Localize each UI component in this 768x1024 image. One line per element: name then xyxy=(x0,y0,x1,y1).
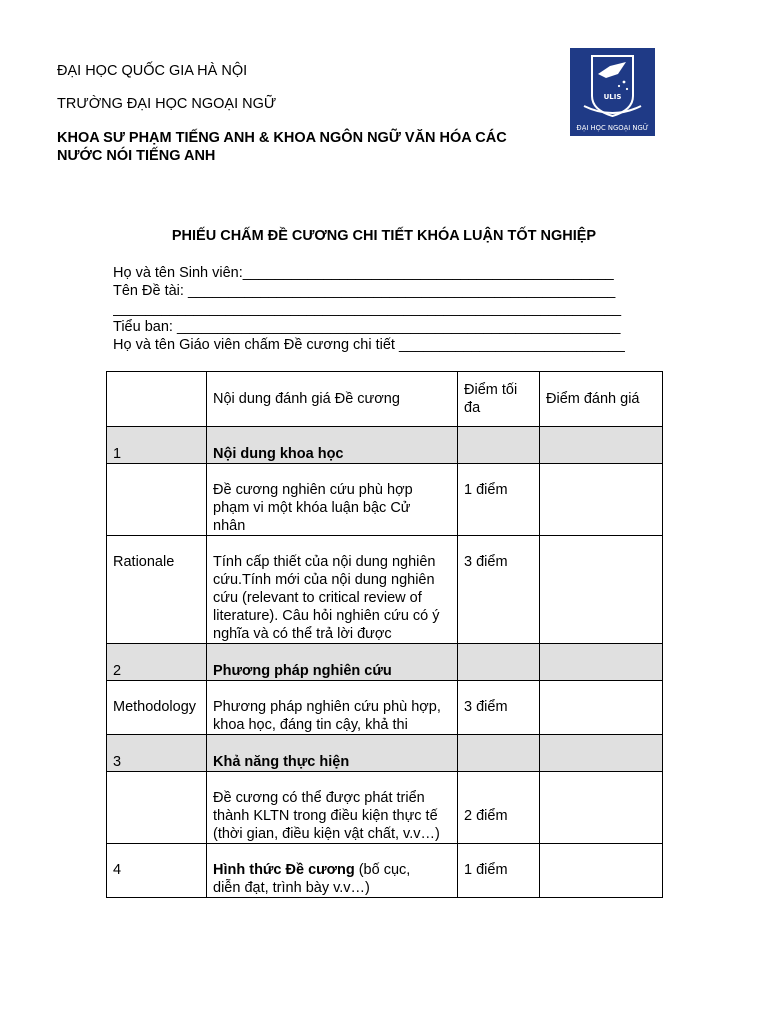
section-label: Nội dung khoa học xyxy=(207,427,458,464)
criteria-row-methodology xyxy=(107,681,663,735)
content-line: cứu (relevant to critical review of xyxy=(213,590,422,606)
university-logo xyxy=(570,48,655,136)
score-input-cell[interactable] xyxy=(540,772,663,844)
row-label-empty xyxy=(107,464,207,536)
score-input-cell[interactable] xyxy=(540,844,663,898)
section-label: Phương pháp nghiên cứu xyxy=(207,644,458,681)
section-label-detail: (bố cục, xyxy=(354,862,411,878)
score-input-cell[interactable] xyxy=(540,681,663,735)
content-line: literature). Câu hỏi nghiên cứu có ý xyxy=(213,608,440,624)
content-line xyxy=(213,861,451,879)
content-line: Đề cương nghiên cứu phù hợp xyxy=(213,482,413,498)
max-score: 1 điểm xyxy=(458,844,540,898)
empty-cell xyxy=(458,735,540,772)
empty-cell xyxy=(540,644,663,681)
empty-cell xyxy=(458,427,540,464)
row-label: Methodology xyxy=(107,681,207,735)
section-number: 1 xyxy=(107,427,207,464)
criteria-content xyxy=(207,464,458,536)
empty-cell xyxy=(540,427,663,464)
info-fields xyxy=(113,264,653,354)
ulis-emblem-icon xyxy=(570,48,655,136)
row-label-empty xyxy=(107,772,207,844)
section-label: Hình thức Đề cương xyxy=(213,862,355,878)
topic-field[interactable]: Tên Đề tài: _____________________________________________________ xyxy=(113,283,616,299)
svg-text:ULIS: ULIS xyxy=(603,93,622,101)
faculty-name-line-2: NƯỚC NÓI TIẾNG ANH xyxy=(57,148,216,164)
header-score: Điểm đánh giá xyxy=(540,372,663,427)
form-title: PHIẾU CHẤM ĐỀ CƯƠNG CHI TIẾT KHÓA LUẬN TỐT NGHIỆP xyxy=(171,228,597,244)
empty-cell xyxy=(540,735,663,772)
header-max-score-line-1: Điểm tối xyxy=(464,382,518,398)
content-line: phạm vi một khóa luận bậc Cử xyxy=(213,500,411,516)
faculty-name-line-1: KHOA SƯ PHẠM TIẾNG ANH & KHOA NGÔN NGỮ VĂN HÓA CÁC xyxy=(57,130,507,146)
topic-continuation-field[interactable]: _______________________________________________________________ xyxy=(113,301,622,317)
criteria-content xyxy=(207,681,458,735)
empty-cell xyxy=(458,644,540,681)
criteria-row-feasibility xyxy=(107,772,663,844)
panel-field[interactable]: Tiểu ban: _______________________________________________________ xyxy=(113,319,621,335)
section-row-4 xyxy=(107,844,663,898)
header-max-score-line-2: đa xyxy=(464,400,481,416)
student-name-field[interactable]: Họ và tên Sinh viên:______________________________________________ xyxy=(113,265,614,281)
criteria-content xyxy=(207,844,458,898)
content-line: khoa học, đáng tin cậy, khả thi xyxy=(213,717,408,733)
section-number: 2 xyxy=(107,644,207,681)
table-header-row xyxy=(107,372,663,427)
header-content: Nội dung đánh giá Đề cương xyxy=(207,372,458,427)
header-max-score xyxy=(458,372,540,427)
assessment-table xyxy=(106,371,663,898)
max-score: 3 điểm xyxy=(458,681,540,735)
criteria-row-scope xyxy=(107,464,663,536)
content-line: nhân xyxy=(213,518,246,534)
content-line: cứu.Tính mới của nội dung nghiên xyxy=(213,572,435,588)
content-line: Đề cương có thể được phát triển xyxy=(213,790,425,806)
section-number: 4 xyxy=(107,844,207,898)
max-score: 3 điểm xyxy=(458,536,540,644)
section-row-3 xyxy=(107,735,663,772)
max-score: 2 điểm xyxy=(458,772,540,844)
content-line: Phương pháp nghiên cứu phù hợp, xyxy=(213,699,441,715)
content-line: diễn đạt, trình bày v.v…) xyxy=(213,880,370,896)
section-label: Khả năng thực hiện xyxy=(207,735,458,772)
content-line: thành KLTN trong điều kiện thực tế xyxy=(213,808,438,824)
svg-text:ĐẠI HỌC NGOẠI NGỮ: ĐẠI HỌC NGOẠI NGỮ xyxy=(576,124,649,132)
score-input-cell[interactable] xyxy=(540,464,663,536)
school-name: TRƯỜNG ĐẠI HỌC NGOẠI NGỮ xyxy=(57,96,277,112)
content-line: (thời gian, điều kiện vật chất, v.v…) xyxy=(213,826,440,842)
row-label: Rationale xyxy=(107,536,207,644)
content-line: nghĩa và có thể trả lời được xyxy=(213,626,392,642)
section-number: 3 xyxy=(107,735,207,772)
criteria-content xyxy=(207,536,458,644)
section-row-1 xyxy=(107,427,663,464)
content-line: Tính cấp thiết của nội dung nghiên xyxy=(213,554,436,570)
criteria-content xyxy=(207,772,458,844)
criteria-row-rationale xyxy=(107,536,663,644)
header-blank-cell xyxy=(107,372,207,427)
section-row-2 xyxy=(107,644,663,681)
max-score: 1 điểm xyxy=(458,464,540,536)
university-name: ĐẠI HỌC QUỐC GIA HÀ NỘI xyxy=(57,63,248,79)
score-input-cell[interactable] xyxy=(540,536,663,644)
grader-name-field[interactable]: Họ và tên Giáo viên chấm Đề cương chi tiết ____________________________ xyxy=(113,337,625,353)
